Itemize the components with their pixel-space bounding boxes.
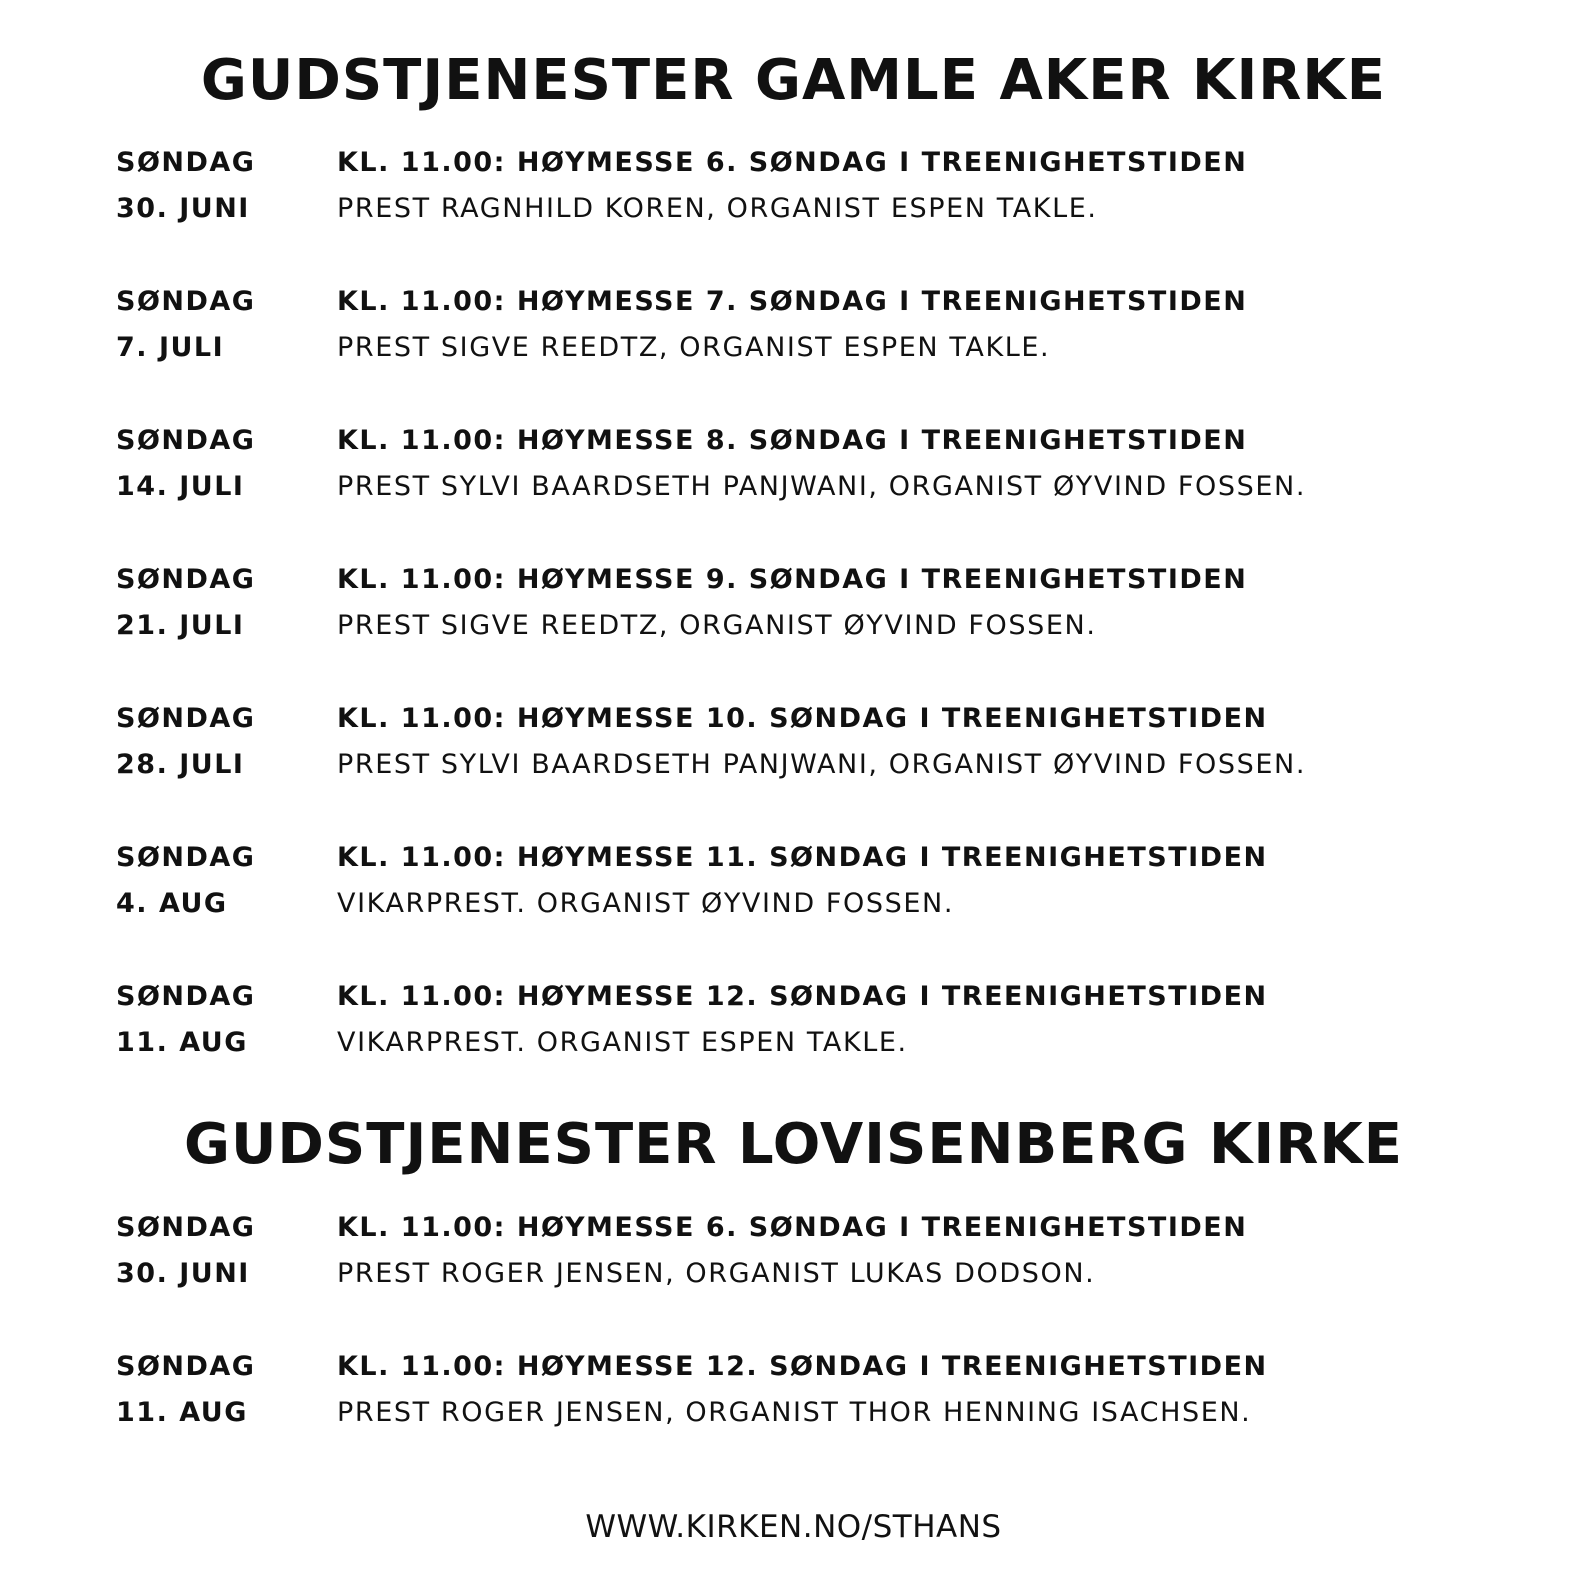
service-headline: KL. 11.00: HØYMESSE 9. SØNDAG I TREENIGHETSTIDEN xyxy=(337,564,1248,595)
service-day: SØNDAG xyxy=(116,981,256,1012)
service-day: SØNDAG xyxy=(116,564,256,595)
service-detail: PREST ROGER JENSEN, ORGANIST THOR HENNING ISACHSEN. xyxy=(337,1397,1252,1428)
website-link[interactable]: WWW.KIRKEN.NO/STHANS xyxy=(585,1509,1002,1545)
service-day: SØNDAG xyxy=(116,286,256,317)
service-date: 11. AUG xyxy=(116,1027,248,1058)
service-date: 30. JUNI xyxy=(116,1258,250,1289)
service-detail: VIKARPREST. ORGANIST ESPEN TAKLE. xyxy=(337,1027,908,1058)
service-entry xyxy=(0,841,1587,980)
service-headline: KL. 11.00: HØYMESSE 12. SØNDAG I TREENIGHETSTIDEN xyxy=(337,1351,1268,1382)
service-day: SØNDAG xyxy=(116,1212,256,1243)
service-detail: PREST SIGVE REEDTZ, ORGANIST ESPEN TAKLE. xyxy=(337,332,1051,363)
service-day: SØNDAG xyxy=(116,425,256,456)
service-headline: KL. 11.00: HØYMESSE 6. SØNDAG I TREENIGHETSTIDEN xyxy=(337,147,1248,178)
service-headline: KL. 11.00: HØYMESSE 10. SØNDAG I TREENIGHETSTIDEN xyxy=(337,703,1268,734)
service-date: 30. JUNI xyxy=(116,193,250,224)
service-day: SØNDAG xyxy=(116,703,256,734)
service-entry xyxy=(0,1350,1587,1489)
service-date: 4. AUG xyxy=(116,888,228,919)
service-detail: PREST ROGER JENSEN, ORGANIST LUKAS DODSON. xyxy=(337,1258,1096,1289)
service-date: 21. JULI xyxy=(116,610,245,641)
service-entry xyxy=(0,1211,1587,1350)
service-detail: PREST SIGVE REEDTZ, ORGANIST ØYVIND FOSSEN. xyxy=(337,610,1097,641)
service-entry xyxy=(0,285,1587,424)
service-day: SØNDAG xyxy=(116,147,256,178)
service-headline: KL. 11.00: HØYMESSE 12. SØNDAG I TREENIGHETSTIDEN xyxy=(337,981,1268,1012)
service-date: 14. JULI xyxy=(116,471,245,502)
service-headline: KL. 11.00: HØYMESSE 8. SØNDAG I TREENIGHETSTIDEN xyxy=(337,425,1248,456)
service-detail: PREST RAGNHILD KOREN, ORGANIST ESPEN TAKLE. xyxy=(337,193,1098,224)
service-day: SØNDAG xyxy=(116,1351,256,1382)
service-detail: VIKARPREST. ORGANIST ØYVIND FOSSEN. xyxy=(337,888,955,919)
service-entry xyxy=(0,146,1587,285)
service-entry xyxy=(0,702,1587,841)
service-list-gamle-aker xyxy=(0,146,1587,1119)
service-detail: PREST SYLVI BAARDSETH PANJWANI, ORGANIST ØYVIND FOSSEN. xyxy=(337,749,1307,780)
service-list-lovisenberg xyxy=(0,1211,1587,1489)
service-entry xyxy=(0,563,1587,702)
service-headline: KL. 11.00: HØYMESSE 11. SØNDAG I TREENIGHETSTIDEN xyxy=(337,842,1268,873)
section-title-lovisenberg: GUDSTJENESTER LOVISENBERG KIRKE xyxy=(183,1112,1403,1177)
service-date: 7. JULI xyxy=(116,332,225,363)
service-date: 11. AUG xyxy=(116,1397,248,1428)
service-headline: KL. 11.00: HØYMESSE 7. SØNDAG I TREENIGHETSTIDEN xyxy=(337,286,1248,317)
service-detail: PREST SYLVI BAARDSETH PANJWANI, ORGANIST ØYVIND FOSSEN. xyxy=(337,471,1307,502)
service-day: SØNDAG xyxy=(116,842,256,873)
section-title-gamle-aker: GUDSTJENESTER GAMLE AKER KIRKE xyxy=(200,48,1387,113)
service-entry xyxy=(0,980,1587,1119)
service-date: 28. JULI xyxy=(116,749,245,780)
service-headline: KL. 11.00: HØYMESSE 6. SØNDAG I TREENIGHETSTIDEN xyxy=(337,1212,1248,1243)
service-entry xyxy=(0,424,1587,563)
